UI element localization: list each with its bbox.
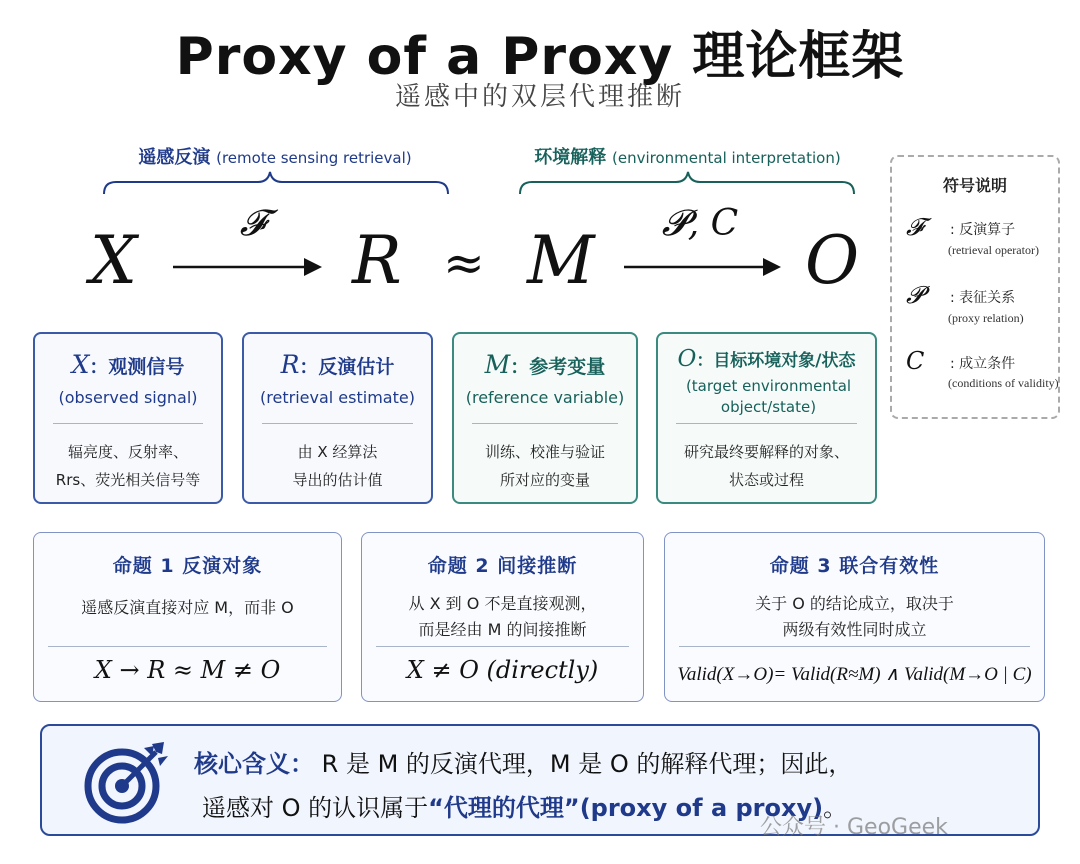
proposition-1 bbox=[33, 532, 342, 702]
watermark: 公众号 · GeoGeek bbox=[760, 815, 948, 840]
card-x-divider bbox=[53, 423, 203, 424]
proposition-3-text: 关于 O 的结论成立，取决于 两级有效性同时成立 bbox=[755, 594, 954, 639]
card-x-heading: X：观测信号 bbox=[71, 350, 185, 379]
legend-c-en: (conditions of validity) bbox=[948, 376, 1059, 390]
legend-c-symbol: C bbox=[906, 347, 925, 375]
card-o-heading: O：目标环境对象/状态 bbox=[677, 346, 856, 372]
card-x-observed-signal bbox=[33, 332, 223, 504]
proposition-1-text: 遥感反演直接对应 M，而非 O bbox=[81, 598, 294, 617]
operator-p-c-label: 𝓟, C bbox=[661, 203, 739, 244]
page-subtitle: 遥感中的双层代理推断 bbox=[394, 82, 685, 112]
proposition-3-formula: Valid(X→O)= Valid(R≈M) ∧ Valid(M→O | C) bbox=[677, 664, 1032, 685]
legend-f-en: (retrieval operator) bbox=[948, 243, 1039, 257]
retrieval-brace bbox=[104, 172, 448, 194]
proposition-3 bbox=[664, 532, 1045, 702]
card-o-en: (target environmental object/state) bbox=[685, 377, 852, 416]
operator-f-label: 𝓕 bbox=[239, 203, 267, 244]
brace-label-retrieval-en: (remote sensing retrieval) bbox=[216, 149, 412, 167]
card-m-en: (reference variable) bbox=[465, 388, 625, 407]
core-meaning-line-2: 遥感对 O 的认识属于“代理的代理”(proxy of a proxy)。 bbox=[202, 794, 848, 822]
approx-sign: ≈ bbox=[443, 234, 485, 292]
legend-c-name: : 成立条件 bbox=[950, 356, 1016, 372]
card-r-desc: 由 X 经算法 导出的估计值 bbox=[292, 443, 383, 489]
card-x-desc: 辐亮度、反射率、 Rrs、荧光相关信号等 bbox=[55, 443, 201, 489]
legend-p-name: : 表征关系 bbox=[950, 290, 1016, 306]
card-r-divider bbox=[262, 423, 413, 424]
symbol-x: X bbox=[90, 222, 137, 299]
target-icon bbox=[82, 738, 170, 826]
proposition-2 bbox=[361, 532, 644, 702]
proposition-3-title: 命题 3 联合有效性 bbox=[769, 555, 940, 577]
brace-label-interpretation-cn: 环境解释 bbox=[534, 147, 607, 168]
proposition-1-formula: X → R ≈ M ≠ O bbox=[94, 656, 281, 684]
proposition-2-divider bbox=[376, 646, 629, 647]
card-m-divider bbox=[472, 423, 618, 424]
legend-f-name: : 反演算子 bbox=[950, 222, 1016, 238]
arrow-retrieval bbox=[173, 258, 322, 276]
card-m-desc: 训练、校准与验证 所对应的变量 bbox=[484, 443, 605, 489]
legend-p-symbol: 𝓟 bbox=[906, 281, 924, 309]
legend-title: 符号说明 bbox=[942, 176, 1007, 195]
card-o-divider bbox=[676, 423, 857, 424]
proposition-2-text: 从 X 到 O 不是直接观测， 而是经由 M 的间接推断 bbox=[408, 594, 597, 639]
symbol-m: M bbox=[527, 222, 595, 299]
arrow-interpretation bbox=[624, 258, 781, 276]
card-m-heading: M：参考变量 bbox=[484, 350, 606, 379]
proposition-2-title: 命题 2 间接推断 bbox=[427, 555, 578, 577]
card-m-reference-variable bbox=[452, 332, 638, 504]
legend-f-symbol: 𝓕 bbox=[906, 213, 924, 241]
proposition-1-divider bbox=[48, 646, 327, 647]
card-o-desc: 研究最终要解释的对象、 状态或过程 bbox=[683, 443, 849, 489]
legend-p-en: (proxy relation) bbox=[948, 311, 1024, 325]
brace-label-retrieval-cn: 遥感反演 bbox=[138, 147, 211, 168]
card-r-heading: R：反演估计 bbox=[280, 350, 395, 379]
card-x-en: (observed signal) bbox=[58, 388, 198, 407]
symbol-r: R bbox=[352, 222, 402, 299]
proposition-1-title: 命题 1 反演对象 bbox=[112, 555, 263, 577]
proposition-2-formula: X ≠ O (directly) bbox=[406, 656, 599, 684]
symbol-legend bbox=[890, 155, 1060, 419]
page-title: Proxy of a Proxy 理论框架 bbox=[175, 27, 905, 87]
interpretation-brace bbox=[520, 172, 854, 194]
symbol-o: O bbox=[805, 222, 860, 299]
core-meaning-line-1: 核心含义： R 是 M 的反演代理，M 是 O 的解释代理；因此， bbox=[194, 750, 853, 778]
card-r-en: (retrieval estimate) bbox=[260, 388, 415, 407]
core-highlight: “代理的代理”(proxy of a proxy) bbox=[428, 794, 824, 822]
brace-label-interpretation-en: (environmental interpretation) bbox=[612, 149, 841, 167]
card-o-target-object bbox=[656, 332, 877, 504]
card-r-retrieval-estimate bbox=[242, 332, 433, 504]
proposition-3-divider bbox=[679, 646, 1030, 647]
